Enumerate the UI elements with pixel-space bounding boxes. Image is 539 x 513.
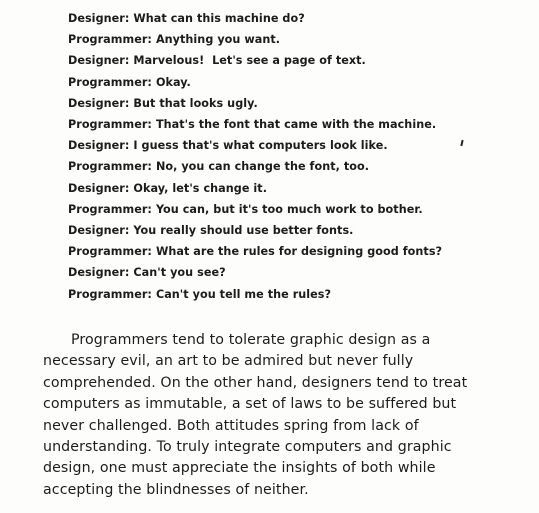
paragraph-line: never challenged. Both attitudes spring from lack of: [43, 417, 419, 434]
dialogue-speaker: Designer :: [68, 266, 129, 279]
paragraph-line: necessary evil, an art to be admired but never fully: [43, 353, 414, 370]
dialogue-line: [68, 199, 508, 220]
dialogue-text: You really should use better fonts.: [133, 224, 354, 238]
dialogue-text: Anything you want.: [155, 33, 281, 47]
dialogue-line: [68, 220, 508, 241]
dialogue-text: Can't you see?: [133, 266, 226, 280]
dialogue-text: No, you can change the font, too.: [155, 160, 370, 174]
dialogue-line: [68, 262, 508, 283]
dialogue-line: [68, 93, 508, 114]
dialogue-speaker: Designer :: [68, 139, 129, 152]
dialogue-text: You can, but it's too much work to bother.: [155, 202, 423, 216]
dialogue-line: [68, 72, 508, 93]
dialogue-speaker: Designer :: [68, 97, 129, 110]
dialogue-line: [68, 135, 508, 156]
body-paragraph: [43, 330, 519, 501]
dialogue-text: That's the font that came with the machine.: [155, 118, 437, 132]
paragraph-line: design, one must appreciate the insights of both while: [43, 460, 436, 477]
dialogue-line: [68, 50, 508, 71]
dialogue-text: Marvelous! Let's see a page of text.: [133, 54, 366, 68]
dialogue-speaker: Designer :: [68, 54, 129, 67]
dialogue-line: [68, 114, 508, 135]
dialogue-line: [68, 241, 508, 262]
dialogue-text: Can't you tell me the rules?: [155, 287, 332, 301]
dialogue-speaker: Designer :: [68, 182, 129, 195]
dialogue-speaker: Programmer :: [68, 118, 152, 131]
dialogue-speaker: Programmer :: [68, 76, 152, 89]
dialogue-text: Okay, let's change it.: [133, 181, 267, 195]
dialogue-speaker: Programmer :: [68, 160, 152, 173]
dialogue-line: [68, 8, 508, 29]
dialogue-text: I guess that's what computers look like.: [133, 139, 388, 153]
dialogue-speaker: Designer :: [68, 12, 129, 25]
dialogue-text: But that looks ugly.: [133, 96, 258, 110]
dialogue-speaker: Programmer :: [68, 288, 152, 301]
dialogue-speaker: Programmer :: [68, 33, 152, 46]
dialogue-speaker: Designer :: [68, 224, 129, 237]
paragraph-line: comprehended. On the other hand, designers tend to treat: [43, 374, 468, 391]
dialogue-line: [68, 178, 508, 199]
paragraph-line: Programmers tend to tolerate graphic design as a: [71, 332, 431, 348]
dialogue-text: What are the rules for designing good fonts?: [155, 245, 443, 259]
dialogue-line: [68, 29, 508, 50]
paragraph-line: accepting the blindnesses of neither.: [43, 481, 309, 498]
dialogue-speaker: Programmer :: [68, 203, 152, 216]
dialogue-speaker: Programmer :: [68, 245, 152, 258]
paragraph-line: computers as immutable, a set of laws to be suffered but: [43, 396, 457, 413]
dialogue-text: Okay.: [155, 75, 191, 89]
dialogue-text: What can this machine do?: [133, 12, 305, 25]
dialogue-line: [68, 284, 508, 305]
paragraph-line: understanding. To truly integrate computers and graphic: [43, 439, 452, 456]
dialogue-line: [68, 156, 508, 177]
dialogue-list: [68, 8, 508, 305]
